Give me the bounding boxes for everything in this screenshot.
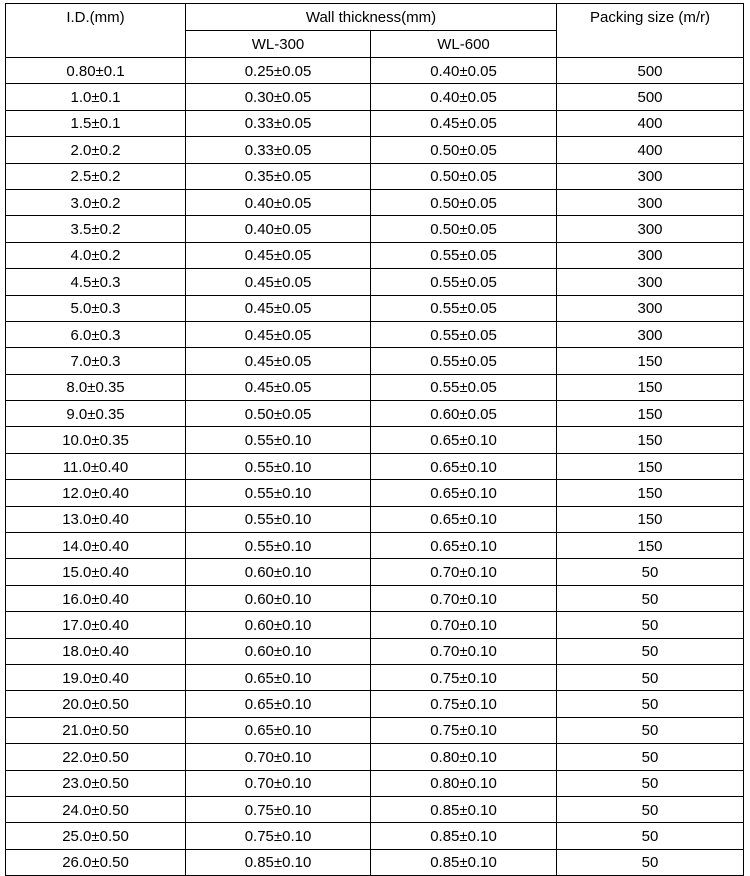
- cell-packing-size: 300: [557, 163, 744, 189]
- table-row: [6, 58, 744, 84]
- table-row: [6, 585, 744, 611]
- header-wl-600: WL-600: [371, 31, 557, 58]
- table-row: [6, 374, 744, 400]
- cell-wl-600: 0.80±0.10: [371, 770, 557, 796]
- cell-wl-300: 0.55±0.10: [186, 533, 371, 559]
- cell-wl-300: 0.55±0.10: [186, 506, 371, 532]
- table-row: [6, 664, 744, 690]
- cell-wl-600: 0.50±0.05: [371, 163, 557, 189]
- cell-packing-size: 400: [557, 110, 744, 136]
- table-row: [6, 137, 744, 163]
- cell-packing-size: 150: [557, 401, 744, 427]
- table-row: [6, 348, 744, 374]
- cell-wl-600: 0.65±0.10: [371, 480, 557, 506]
- table-row: [6, 84, 744, 110]
- cell-id: 26.0±0.50: [6, 849, 186, 875]
- cell-packing-size: 50: [557, 612, 744, 638]
- cell-wl-300: 0.40±0.05: [186, 216, 371, 242]
- table-row: [6, 269, 744, 295]
- cell-id: 23.0±0.50: [6, 770, 186, 796]
- cell-id: 12.0±0.40: [6, 480, 186, 506]
- cell-packing-size: 150: [557, 348, 744, 374]
- cell-wl-600: 0.55±0.05: [371, 374, 557, 400]
- cell-wl-300: 0.65±0.10: [186, 717, 371, 743]
- cell-packing-size: 50: [557, 717, 744, 743]
- cell-id: 7.0±0.3: [6, 348, 186, 374]
- cell-wl-600: 0.70±0.10: [371, 559, 557, 585]
- table-row: [6, 533, 744, 559]
- cell-id: 6.0±0.3: [6, 321, 186, 347]
- cell-wl-300: 0.55±0.10: [186, 427, 371, 453]
- cell-id: 20.0±0.50: [6, 691, 186, 717]
- cell-id: 4.0±0.2: [6, 242, 186, 268]
- cell-packing-size: 150: [557, 533, 744, 559]
- cell-id: 3.5±0.2: [6, 216, 186, 242]
- header-wall-thickness: Wall thickness(mm): [186, 4, 557, 31]
- cell-wl-600: 0.55±0.05: [371, 295, 557, 321]
- table-row: [6, 480, 744, 506]
- table-row: [6, 295, 744, 321]
- cell-wl-600: 0.85±0.10: [371, 849, 557, 875]
- header-packing-size: Packing size (m/r): [557, 4, 744, 58]
- cell-packing-size: 50: [557, 664, 744, 690]
- cell-wl-600: 0.70±0.10: [371, 585, 557, 611]
- table-row: [6, 453, 744, 479]
- cell-packing-size: 300: [557, 269, 744, 295]
- cell-packing-size: 50: [557, 796, 744, 822]
- table-row: [6, 110, 744, 136]
- cell-wl-600: 0.85±0.10: [371, 796, 557, 822]
- cell-wl-600: 0.65±0.10: [371, 506, 557, 532]
- cell-wl-300: 0.60±0.10: [186, 612, 371, 638]
- cell-wl-300: 0.55±0.10: [186, 480, 371, 506]
- cell-wl-300: 0.70±0.10: [186, 770, 371, 796]
- cell-wl-600: 0.55±0.05: [371, 242, 557, 268]
- cell-id: 0.80±0.1: [6, 58, 186, 84]
- table-row: [6, 401, 744, 427]
- cell-wl-600: 0.55±0.05: [371, 269, 557, 295]
- cell-id: 5.0±0.3: [6, 295, 186, 321]
- cell-wl-600: 0.75±0.10: [371, 691, 557, 717]
- cell-packing-size: 50: [557, 770, 744, 796]
- cell-id: 13.0±0.40: [6, 506, 186, 532]
- table-row: [6, 506, 744, 532]
- cell-wl-600: 0.65±0.10: [371, 533, 557, 559]
- cell-id: 11.0±0.40: [6, 453, 186, 479]
- table-row: [6, 321, 744, 347]
- cell-id: 25.0±0.50: [6, 823, 186, 849]
- cell-id: 14.0±0.40: [6, 533, 186, 559]
- cell-packing-size: 150: [557, 374, 744, 400]
- cell-packing-size: 300: [557, 216, 744, 242]
- table-row: [6, 849, 744, 875]
- table-row: [6, 163, 744, 189]
- cell-wl-300: 0.60±0.10: [186, 638, 371, 664]
- cell-wl-600: 0.55±0.05: [371, 321, 557, 347]
- table-row: [6, 427, 744, 453]
- cell-wl-300: 0.75±0.10: [186, 796, 371, 822]
- cell-wl-300: 0.50±0.05: [186, 401, 371, 427]
- cell-wl-300: 0.55±0.10: [186, 453, 371, 479]
- cell-id: 19.0±0.40: [6, 664, 186, 690]
- cell-packing-size: 400: [557, 137, 744, 163]
- cell-wl-300: 0.60±0.10: [186, 559, 371, 585]
- cell-packing-size: 50: [557, 585, 744, 611]
- cell-id: 22.0±0.50: [6, 744, 186, 770]
- cell-wl-300: 0.45±0.05: [186, 269, 371, 295]
- cell-wl-600: 0.40±0.05: [371, 58, 557, 84]
- cell-wl-600: 0.75±0.10: [371, 717, 557, 743]
- cell-wl-600: 0.85±0.10: [371, 823, 557, 849]
- cell-packing-size: 50: [557, 849, 744, 875]
- header-wl-300: WL-300: [186, 31, 371, 58]
- cell-id: 10.0±0.35: [6, 427, 186, 453]
- cell-wl-600: 0.40±0.05: [371, 84, 557, 110]
- cell-wl-600: 0.80±0.10: [371, 744, 557, 770]
- cell-packing-size: 50: [557, 823, 744, 849]
- cell-packing-size: 300: [557, 295, 744, 321]
- cell-packing-size: 300: [557, 321, 744, 347]
- table-row: [6, 216, 744, 242]
- table-row: [6, 559, 744, 585]
- cell-wl-300: 0.65±0.10: [186, 664, 371, 690]
- cell-wl-300: 0.65±0.10: [186, 691, 371, 717]
- table-row: [6, 717, 744, 743]
- cell-wl-300: 0.45±0.05: [186, 321, 371, 347]
- cell-packing-size: 300: [557, 242, 744, 268]
- cell-wl-600: 0.50±0.05: [371, 216, 557, 242]
- cell-id: 4.5±0.3: [6, 269, 186, 295]
- cell-wl-300: 0.60±0.10: [186, 585, 371, 611]
- spec-table: [5, 3, 744, 876]
- cell-packing-size: 150: [557, 427, 744, 453]
- table-row: [6, 823, 744, 849]
- cell-packing-size: 50: [557, 691, 744, 717]
- cell-wl-600: 0.65±0.10: [371, 453, 557, 479]
- cell-id: 9.0±0.35: [6, 401, 186, 427]
- cell-id: 8.0±0.35: [6, 374, 186, 400]
- cell-id: 16.0±0.40: [6, 585, 186, 611]
- table-row: [6, 242, 744, 268]
- cell-id: 1.5±0.1: [6, 110, 186, 136]
- cell-wl-300: 0.33±0.05: [186, 110, 371, 136]
- cell-packing-size: 50: [557, 638, 744, 664]
- table-body: [6, 58, 744, 876]
- cell-wl-600: 0.50±0.05: [371, 137, 557, 163]
- cell-wl-600: 0.65±0.10: [371, 427, 557, 453]
- cell-wl-300: 0.25±0.05: [186, 58, 371, 84]
- cell-id: 18.0±0.40: [6, 638, 186, 664]
- cell-wl-300: 0.40±0.05: [186, 189, 371, 215]
- cell-wl-600: 0.60±0.05: [371, 401, 557, 427]
- cell-wl-600: 0.70±0.10: [371, 612, 557, 638]
- cell-wl-300: 0.45±0.05: [186, 348, 371, 374]
- table-row: [6, 796, 744, 822]
- table-row: [6, 744, 744, 770]
- cell-id: 1.0±0.1: [6, 84, 186, 110]
- cell-wl-600: 0.50±0.05: [371, 189, 557, 215]
- table-header: [6, 4, 744, 58]
- cell-wl-300: 0.45±0.05: [186, 374, 371, 400]
- cell-id: 2.0±0.2: [6, 137, 186, 163]
- cell-id: 2.5±0.2: [6, 163, 186, 189]
- cell-packing-size: 50: [557, 559, 744, 585]
- cell-packing-size: 500: [557, 84, 744, 110]
- cell-id: 24.0±0.50: [6, 796, 186, 822]
- cell-wl-300: 0.35±0.05: [186, 163, 371, 189]
- cell-wl-600: 0.45±0.05: [371, 110, 557, 136]
- cell-packing-size: 500: [557, 58, 744, 84]
- cell-packing-size: 50: [557, 744, 744, 770]
- cell-wl-300: 0.33±0.05: [186, 137, 371, 163]
- cell-packing-size: 150: [557, 480, 744, 506]
- table-row: [6, 638, 744, 664]
- cell-wl-300: 0.75±0.10: [186, 823, 371, 849]
- cell-id: 17.0±0.40: [6, 612, 186, 638]
- table-row: [6, 189, 744, 215]
- table-row: [6, 770, 744, 796]
- header-row: [6, 4, 744, 31]
- cell-wl-300: 0.45±0.05: [186, 295, 371, 321]
- cell-id: 3.0±0.2: [6, 189, 186, 215]
- cell-wl-600: 0.55±0.05: [371, 348, 557, 374]
- cell-id: 21.0±0.50: [6, 717, 186, 743]
- cell-packing-size: 150: [557, 506, 744, 532]
- header-id: I.D.(mm): [6, 4, 186, 58]
- cell-packing-size: 300: [557, 189, 744, 215]
- table-row: [6, 612, 744, 638]
- cell-packing-size: 150: [557, 453, 744, 479]
- cell-wl-300: 0.45±0.05: [186, 242, 371, 268]
- cell-wl-600: 0.70±0.10: [371, 638, 557, 664]
- cell-wl-300: 0.85±0.10: [186, 849, 371, 875]
- table-row: [6, 691, 744, 717]
- cell-wl-300: 0.30±0.05: [186, 84, 371, 110]
- cell-wl-300: 0.70±0.10: [186, 744, 371, 770]
- cell-wl-600: 0.75±0.10: [371, 664, 557, 690]
- cell-id: 15.0±0.40: [6, 559, 186, 585]
